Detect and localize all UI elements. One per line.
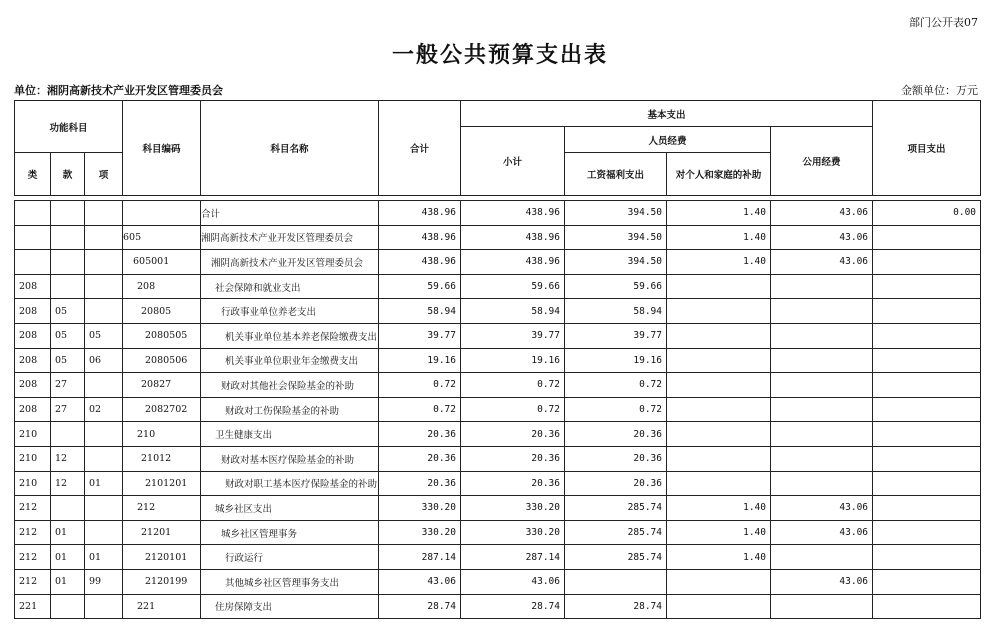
cell-total: 28.74 — [379, 594, 461, 619]
cell-kuan — [51, 225, 85, 250]
cell-subsidy: 1.40 — [667, 520, 771, 545]
cell-subtotal: 20.36 — [461, 422, 565, 447]
cell-kuan — [51, 496, 85, 521]
cell-public — [771, 323, 873, 348]
cell-project — [873, 545, 981, 570]
cell-subsidy: 1.40 — [667, 545, 771, 570]
cell-xiang — [85, 274, 123, 299]
cell-project — [873, 225, 981, 250]
cell-subject-code: 2120199 — [123, 569, 201, 594]
cell-subject-code: 20805 — [123, 299, 201, 324]
cell-kuan: 12 — [51, 471, 85, 496]
cell-subject-code — [123, 201, 201, 226]
cell-kuan: 01 — [51, 520, 85, 545]
cell-kuan — [51, 422, 85, 447]
cell-total: 438.96 — [379, 225, 461, 250]
header-lei: 类 — [15, 153, 51, 196]
cell-public: 43.06 — [771, 569, 873, 594]
table-row — [15, 545, 981, 570]
cell-subject-name: 其他城乡社区管理事务支出 — [201, 569, 379, 594]
table-row — [15, 569, 981, 594]
cell-subject-code: 20827 — [123, 373, 201, 398]
cell-total: 20.36 — [379, 471, 461, 496]
cell-salary: 20.36 — [565, 446, 667, 471]
cell-subject-code: 2120101 — [123, 545, 201, 570]
cell-project — [873, 471, 981, 496]
cell-subtotal: 330.20 — [461, 520, 565, 545]
cell-subsidy — [667, 299, 771, 324]
table-row — [15, 348, 981, 373]
cell-kuan: 27 — [51, 397, 85, 422]
cell-lei: 212 — [15, 545, 51, 570]
cell-kuan: 12 — [51, 446, 85, 471]
cell-subject-name: 城乡社区支出 — [201, 496, 379, 521]
cell-lei: 212 — [15, 569, 51, 594]
cell-subtotal: 20.36 — [461, 471, 565, 496]
cell-salary: 58.94 — [565, 299, 667, 324]
cell-total: 330.20 — [379, 520, 461, 545]
cell-total: 0.72 — [379, 373, 461, 398]
cell-project — [873, 446, 981, 471]
cell-subject-code: 208 — [123, 274, 201, 299]
cell-kuan — [51, 201, 85, 226]
cell-total: 39.77 — [379, 323, 461, 348]
form-code: 部门公开表07 — [909, 16, 978, 29]
cell-lei: 208 — [15, 299, 51, 324]
table-row — [15, 373, 981, 398]
cell-subsidy: 1.40 — [667, 201, 771, 226]
cell-subject-code: 605 — [123, 225, 201, 250]
cell-subsidy — [667, 373, 771, 398]
cell-lei: 208 — [15, 348, 51, 373]
cell-public: 43.06 — [771, 250, 873, 275]
cell-total: 330.20 — [379, 496, 461, 521]
cell-lei: 221 — [15, 594, 51, 619]
cell-subject-code: 2101201 — [123, 471, 201, 496]
cell-project — [873, 496, 981, 521]
cell-subject-code: 210 — [123, 422, 201, 447]
cell-kuan: 05 — [51, 348, 85, 373]
cell-salary: 285.74 — [565, 520, 667, 545]
cell-project — [873, 250, 981, 275]
table-row — [15, 299, 981, 324]
cell-total: 59.66 — [379, 274, 461, 299]
cell-xiang — [85, 225, 123, 250]
cell-subtotal: 0.72 — [461, 373, 565, 398]
cell-salary: 28.74 — [565, 594, 667, 619]
cell-public: 43.06 — [771, 201, 873, 226]
cell-xiang: 99 — [85, 569, 123, 594]
cell-salary: 285.74 — [565, 545, 667, 570]
cell-xiang — [85, 446, 123, 471]
cell-public — [771, 397, 873, 422]
cell-project — [873, 348, 981, 373]
cell-public — [771, 373, 873, 398]
cell-salary: 394.50 — [565, 225, 667, 250]
cell-lei: 208 — [15, 274, 51, 299]
cell-subtotal: 39.77 — [461, 323, 565, 348]
cell-kuan — [51, 594, 85, 619]
cell-subject-name: 财政对职工基本医疗保险基金的补助 — [201, 471, 379, 496]
cell-subject-code: 212 — [123, 496, 201, 521]
cell-public — [771, 446, 873, 471]
cell-subject-code: 21201 — [123, 520, 201, 545]
cell-subtotal: 20.36 — [461, 446, 565, 471]
cell-lei — [15, 201, 51, 226]
cell-xiang — [85, 373, 123, 398]
cell-lei: 210 — [15, 446, 51, 471]
cell-subject-name: 社会保障和就业支出 — [201, 274, 379, 299]
header-project: 项目支出 — [873, 101, 981, 196]
table-row — [15, 274, 981, 299]
cell-public: 43.06 — [771, 496, 873, 521]
cell-total: 58.94 — [379, 299, 461, 324]
table-row — [15, 422, 981, 447]
cell-subject-name: 湘阴高新技术产业开发区管理委员会 — [201, 225, 379, 250]
cell-subtotal: 59.66 — [461, 274, 565, 299]
cell-subject-name: 合计 — [201, 201, 379, 226]
header-subtotal: 小计 — [461, 127, 565, 196]
cell-xiang: 02 — [85, 397, 123, 422]
cell-subject-code: 221 — [123, 594, 201, 619]
cell-salary: 59.66 — [565, 274, 667, 299]
cell-subject-name: 财政对工伤保险基金的补助 — [201, 397, 379, 422]
cell-subject-name: 机关事业单位职业年金缴费支出 — [201, 348, 379, 373]
cell-salary: 0.72 — [565, 397, 667, 422]
cell-total: 19.16 — [379, 348, 461, 373]
cell-salary — [565, 569, 667, 594]
cell-salary: 39.77 — [565, 323, 667, 348]
cell-public — [771, 471, 873, 496]
cell-project — [873, 397, 981, 422]
cell-public — [771, 594, 873, 619]
cell-salary: 0.72 — [565, 373, 667, 398]
cell-project — [873, 520, 981, 545]
cell-kuan: 01 — [51, 545, 85, 570]
cell-public — [771, 545, 873, 570]
cell-subject-name: 城乡社区管理事务 — [201, 520, 379, 545]
header-function-subject: 功能科目 — [15, 101, 123, 153]
cell-xiang — [85, 422, 123, 447]
header-subject-name: 科目名称 — [201, 101, 379, 196]
cell-salary: 285.74 — [565, 496, 667, 521]
cell-xiang — [85, 496, 123, 521]
cell-project — [873, 274, 981, 299]
table-row — [15, 397, 981, 422]
cell-xiang — [85, 520, 123, 545]
cell-subsidy — [667, 274, 771, 299]
cell-total: 20.36 — [379, 446, 461, 471]
cell-project — [873, 299, 981, 324]
cell-public — [771, 422, 873, 447]
cell-subsidy — [667, 569, 771, 594]
cell-subject-code: 2080505 — [123, 323, 201, 348]
cell-lei: 208 — [15, 397, 51, 422]
table-row — [15, 520, 981, 545]
cell-kuan — [51, 274, 85, 299]
cell-subject-name: 财政对其他社会保险基金的补助 — [201, 373, 379, 398]
cell-public — [771, 274, 873, 299]
budget-table — [14, 100, 981, 619]
cell-kuan: 05 — [51, 323, 85, 348]
cell-subtotal: 19.16 — [461, 348, 565, 373]
cell-subsidy — [667, 348, 771, 373]
header-salary: 工资福利支出 — [565, 153, 667, 196]
cell-subtotal: 43.06 — [461, 569, 565, 594]
table-body — [15, 196, 981, 619]
cell-salary: 394.50 — [565, 201, 667, 226]
cell-lei: 210 — [15, 471, 51, 496]
cell-subtotal: 330.20 — [461, 496, 565, 521]
cell-subject-code: 21012 — [123, 446, 201, 471]
cell-total: 438.96 — [379, 250, 461, 275]
cell-subsidy — [667, 471, 771, 496]
cell-xiang — [85, 201, 123, 226]
cell-xiang: 06 — [85, 348, 123, 373]
table-row — [15, 594, 981, 619]
cell-project: 0.00 — [873, 201, 981, 226]
cell-total: 43.06 — [379, 569, 461, 594]
cell-subtotal: 28.74 — [461, 594, 565, 619]
header-basic: 基本支出 — [461, 101, 873, 127]
cell-xiang: 05 — [85, 323, 123, 348]
header-public: 公用经费 — [771, 127, 873, 196]
cell-project — [873, 323, 981, 348]
cell-lei — [15, 250, 51, 275]
cell-project — [873, 422, 981, 447]
cell-public: 43.06 — [771, 520, 873, 545]
table-row — [15, 496, 981, 521]
cell-subtotal: 438.96 — [461, 201, 565, 226]
cell-subject-code: 2080506 — [123, 348, 201, 373]
cell-total: 0.72 — [379, 397, 461, 422]
cell-lei: 212 — [15, 496, 51, 521]
cell-total: 20.36 — [379, 422, 461, 447]
cell-subsidy — [667, 422, 771, 447]
cell-project — [873, 373, 981, 398]
cell-subtotal: 58.94 — [461, 299, 565, 324]
cell-public — [771, 299, 873, 324]
header-personnel: 人员经费 — [565, 127, 771, 153]
cell-salary: 20.36 — [565, 422, 667, 447]
cell-subsidy — [667, 446, 771, 471]
cell-xiang: 01 — [85, 471, 123, 496]
cell-lei: 212 — [15, 520, 51, 545]
cell-salary: 394.50 — [565, 250, 667, 275]
cell-subsidy: 1.40 — [667, 250, 771, 275]
cell-subject-code: 605001 — [123, 250, 201, 275]
cell-subtotal: 438.96 — [461, 250, 565, 275]
cell-subject-name: 行政事业单位养老支出 — [201, 299, 379, 324]
cell-subject-name: 财政对基本医疗保险基金的补助 — [201, 446, 379, 471]
cell-subject-name: 机关事业单位基本养老保险缴费支出 — [201, 323, 379, 348]
cell-project — [873, 569, 981, 594]
cell-project — [873, 594, 981, 619]
cell-subsidy: 1.40 — [667, 496, 771, 521]
table-row — [15, 225, 981, 250]
cell-subject-name: 行政运行 — [201, 545, 379, 570]
cell-subsidy — [667, 323, 771, 348]
cell-subject-name: 住房保障支出 — [201, 594, 379, 619]
cell-kuan: 27 — [51, 373, 85, 398]
header-xiang: 项 — [85, 153, 123, 196]
cell-subsidy — [667, 397, 771, 422]
cell-public: 43.06 — [771, 225, 873, 250]
cell-subject-name: 卫生健康支出 — [201, 422, 379, 447]
cell-kuan: 05 — [51, 299, 85, 324]
cell-subject-code: 2082702 — [123, 397, 201, 422]
header-total: 合计 — [379, 101, 461, 196]
cell-lei — [15, 225, 51, 250]
table-row — [15, 201, 981, 226]
page-title: 一般公共预算支出表 — [391, 43, 608, 68]
cell-public — [771, 348, 873, 373]
cell-total: 287.14 — [379, 545, 461, 570]
header-subject-code: 科目编码 — [123, 101, 201, 196]
header-subsidy: 对个人和家庭的补助 — [667, 153, 771, 196]
table-row — [15, 323, 981, 348]
unit-label: 单位：湘阴高新技术产业开发区管理委员会 — [14, 84, 223, 97]
table-row — [15, 446, 981, 471]
cell-salary: 20.36 — [565, 471, 667, 496]
cell-subtotal: 287.14 — [461, 545, 565, 570]
header-kuan: 款 — [51, 153, 85, 196]
cell-subtotal: 0.72 — [461, 397, 565, 422]
cell-xiang — [85, 250, 123, 275]
cell-lei: 208 — [15, 323, 51, 348]
cell-lei: 208 — [15, 373, 51, 398]
cell-kuan: 01 — [51, 569, 85, 594]
cell-xiang — [85, 299, 123, 324]
cell-subsidy — [667, 594, 771, 619]
cell-subject-name: 湘阴高新技术产业开发区管理委员会 — [201, 250, 379, 275]
cell-xiang — [85, 594, 123, 619]
cell-lei: 210 — [15, 422, 51, 447]
cell-subtotal: 438.96 — [461, 225, 565, 250]
cell-salary: 19.16 — [565, 348, 667, 373]
amount-unit-label: 金额单位：万元 — [901, 84, 978, 97]
table-row — [15, 471, 981, 496]
table-row — [15, 250, 981, 275]
cell-total: 438.96 — [379, 201, 461, 226]
cell-xiang: 01 — [85, 545, 123, 570]
cell-subsidy: 1.40 — [667, 225, 771, 250]
cell-kuan — [51, 250, 85, 275]
